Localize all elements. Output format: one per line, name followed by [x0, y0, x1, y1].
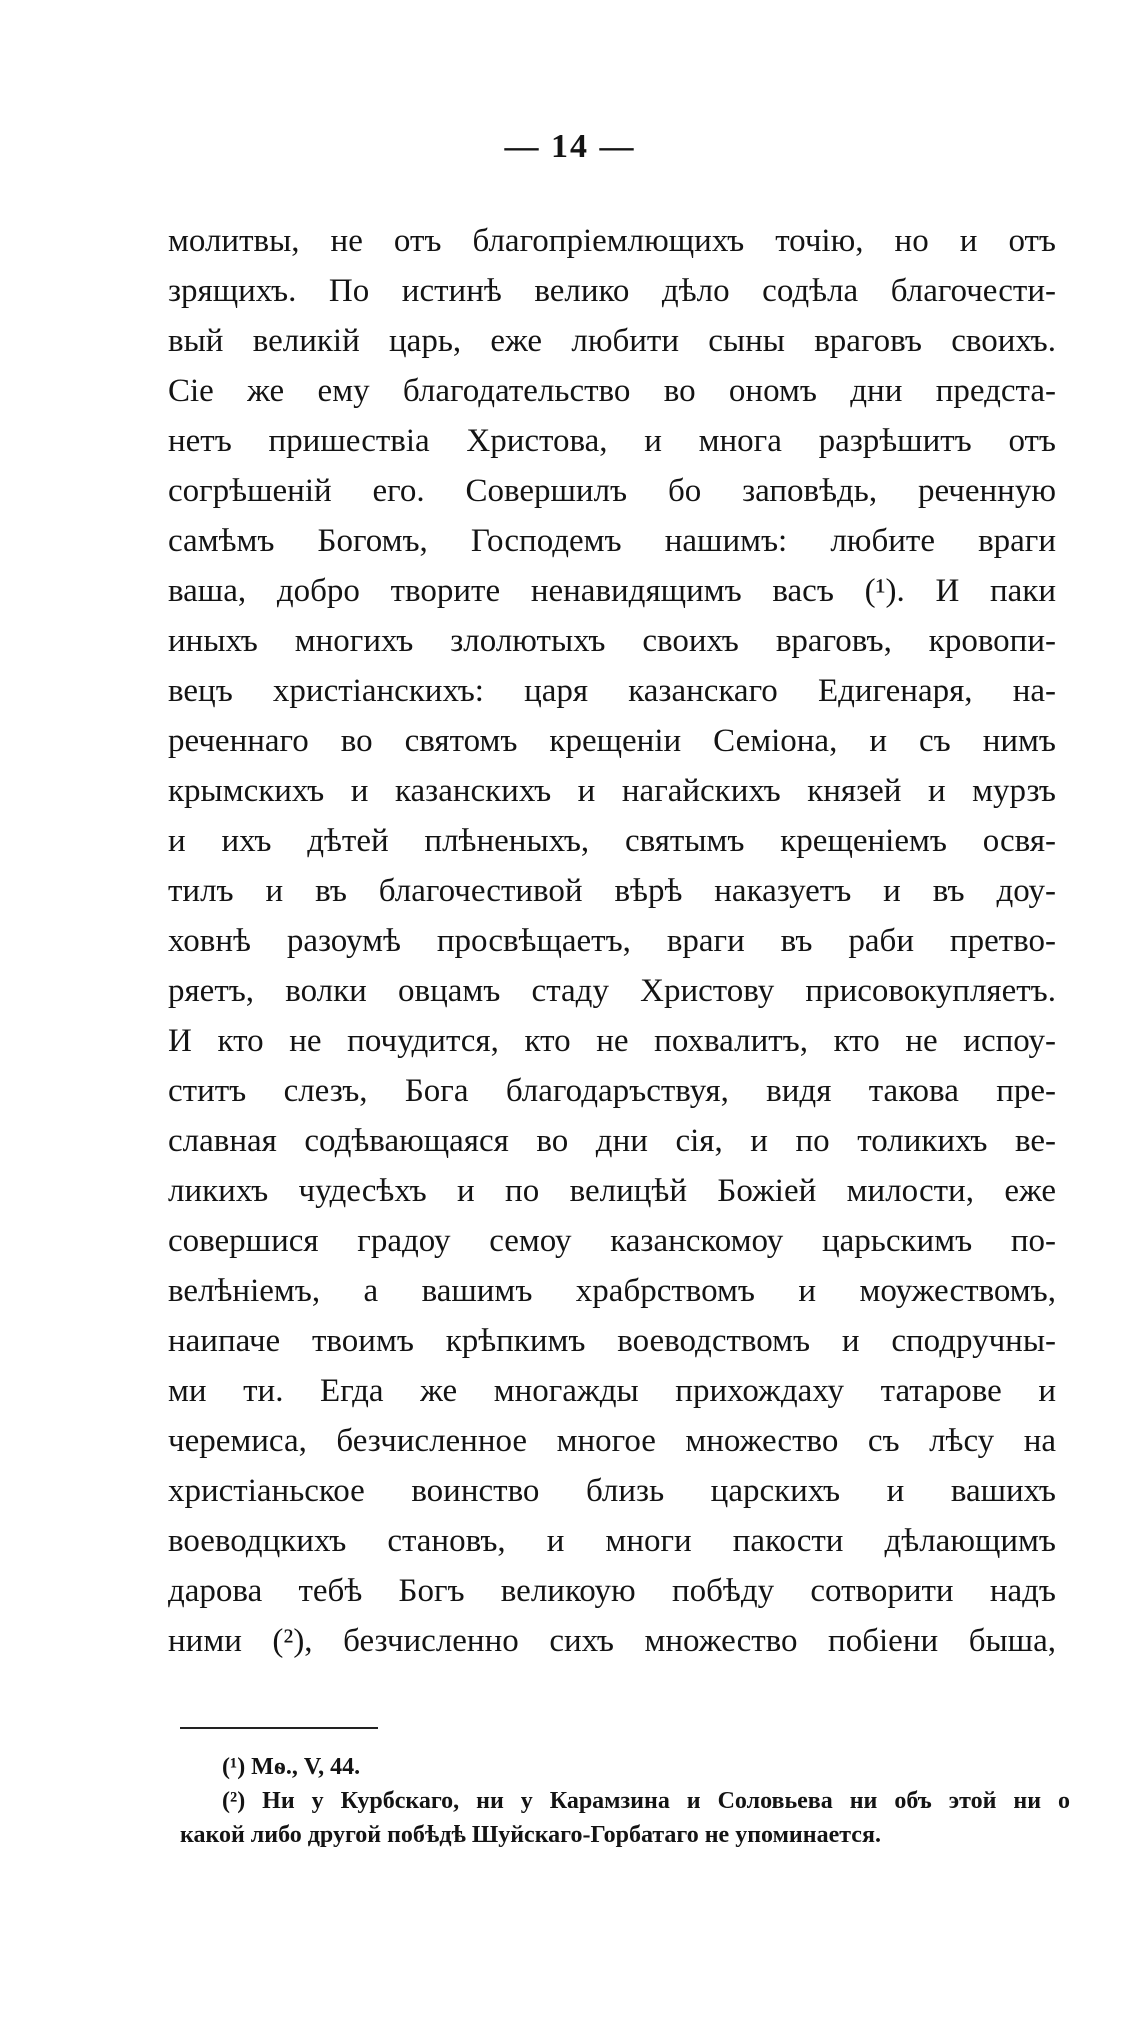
footnote-divider: [180, 1727, 378, 1729]
main-text: [168, 216, 1056, 1666]
text-line-19: славная содѣвающаяся во дни сія, и по толикихъ ве-: [168, 1123, 1056, 1159]
text-line-25: черемиса, безчисленное многое множество съ лѣсу на: [168, 1423, 1056, 1459]
text-line-21: совершися градоу семоу казанскомоу царьскимъ по-: [168, 1223, 1056, 1259]
text-line-29: ними (²), безчисленно сихъ множество побіени быша,: [168, 1623, 1056, 1659]
text-line-27: воеводцкихъ становъ, и многи пакости дѣлающимъ: [168, 1523, 1056, 1559]
text-line-22: велѣніемъ, а вашимъ храбрствомъ и моужествомъ,: [168, 1273, 1056, 1309]
text-line-11: реченнаго во святомъ крещеніи Семіона, и съ нимъ: [168, 723, 1056, 759]
text-line-18: ститъ слезъ, Бога благодаръствуя, видя такова пре-: [168, 1073, 1056, 1109]
footnote-1: (¹) Мѳ., V, 44.: [222, 1754, 361, 1780]
text-line-16: ряетъ, волки овцамъ стаду Христову присовокупляетъ.: [168, 973, 1056, 1009]
text-line-13: и ихъ дѣтей плѣненыхъ, святымъ крещеніемъ освя-: [168, 823, 1056, 859]
footnote-2-line-2: какой либо другой побѣдѣ Шуйскаго-Горбатаго не упоминается.: [180, 1822, 881, 1848]
footnotes: [180, 1750, 1070, 1852]
text-line-12: крымскихъ и казанскихъ и нагайскихъ князей и мурзъ: [168, 773, 1056, 809]
text-line-5: нетъ пришествіа Христова, и многа разрѣшитъ отъ: [168, 423, 1056, 459]
footnote-2-line-1: (²) Ни у Курбскаго, ни у Карамзина и Соловьева ни объ этой ни о: [222, 1788, 1070, 1814]
text-line-1: молитвы, не отъ благопріемлющихъ точію, но и отъ: [168, 223, 1056, 259]
text-line-28: дарова тебѣ Богъ великоую побѣду сотворити надъ: [168, 1573, 1056, 1609]
text-line-2: зрящихъ. По истинѣ велико дѣло содѣла благочести-: [168, 273, 1056, 309]
text-line-3: вый великій царь, еже любити сыны враговъ своихъ.: [168, 323, 1056, 359]
text-line-7: самѣмъ Богомъ, Господемъ нашимъ: любите враги: [168, 523, 1056, 559]
text-line-20: ликихъ чудесѣхъ и по велицѣй Божіей милости, еже: [168, 1173, 1056, 1209]
text-line-15: ховнѣ разоумѣ просвѣщаетъ, враги въ раби претво-: [168, 923, 1056, 959]
text-line-26: христіаньское воинство близь царскихъ и вашихъ: [168, 1473, 1056, 1509]
text-line-24: ми ти. Егда же многажды прихождаху татарове и: [168, 1373, 1056, 1409]
text-line-10: вецъ христіанскихъ: царя казанскаго Едигенаря, на-: [168, 673, 1056, 709]
text-line-4: Сіе же ему благодательство во ономъ дни предста-: [168, 373, 1056, 409]
text-line-17: И кто не почудится, кто не похвалитъ, кто не испоу-: [168, 1023, 1056, 1059]
page-number: — 14 —: [504, 128, 636, 165]
text-line-9: иныхъ многихъ злолютыхъ своихъ враговъ, кровопи-: [168, 623, 1056, 659]
text-line-6: согрѣшеній его. Совершилъ бо заповѣдь, реченную: [168, 473, 1056, 509]
text-line-23: наипаче твоимъ крѣпкимъ воеводствомъ и сподручны-: [168, 1323, 1056, 1359]
text-line-14: тилъ и въ благочестивой вѣрѣ наказуетъ и въ доу-: [168, 873, 1056, 909]
text-line-8: ваша, добро творите ненавидящимъ васъ (¹). И паки: [168, 573, 1056, 609]
